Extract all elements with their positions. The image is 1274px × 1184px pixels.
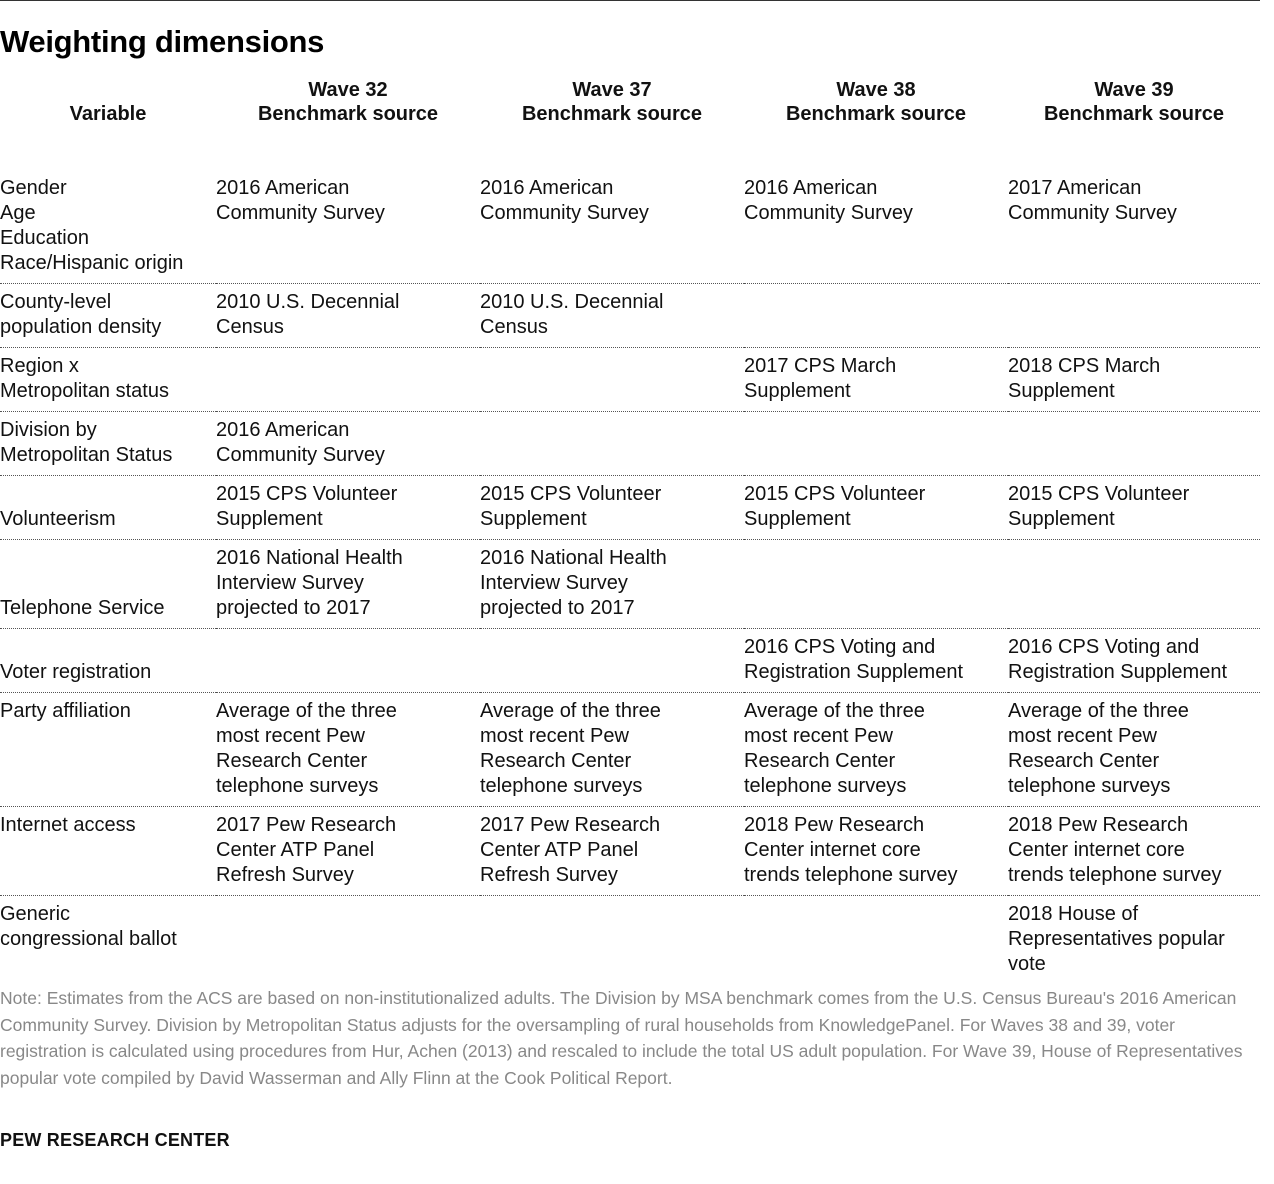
cell-wave37 xyxy=(480,629,744,693)
header-spacer xyxy=(0,126,1260,170)
cell-wave32: 2016 American Community Survey xyxy=(216,412,480,476)
cell-wave32: 2010 U.S. Decennial Census xyxy=(216,284,480,348)
cell-variable: Voter registration xyxy=(0,629,216,693)
cell-wave37: 2016 National Health Interview Survey projected to 2017 xyxy=(480,540,744,629)
cell-variable: Internet access xyxy=(0,807,216,896)
cell-variable: Region x Metropolitan status xyxy=(0,348,216,412)
cell-wave39 xyxy=(1008,412,1260,476)
cell-variable: Volunteerism xyxy=(0,476,216,540)
table-row xyxy=(0,476,1260,540)
cell-wave37 xyxy=(480,348,744,412)
cell-wave38 xyxy=(744,412,1008,476)
header-wave38: Wave 38 Benchmark source xyxy=(785,79,967,125)
cell-wave32 xyxy=(216,896,480,985)
table-row xyxy=(0,170,1260,284)
cell-wave32: 2015 CPS Volunteer Supplement xyxy=(216,476,480,540)
cell-wave32 xyxy=(216,629,480,693)
table-row xyxy=(0,540,1260,629)
cell-wave39: 2017 American Community Survey xyxy=(1008,170,1260,284)
cell-wave37 xyxy=(480,896,744,985)
cell-variable: Generic congressional ballot xyxy=(0,903,177,950)
cell-wave38: 2017 CPS March Supplement xyxy=(744,348,1008,412)
top-rule xyxy=(0,0,1260,1)
cell-wave39: 2018 House of Representatives popular vote xyxy=(1008,903,1225,975)
header-variable: Variable xyxy=(69,103,147,125)
source-credit: PEW RESEARCH CENTER xyxy=(0,1130,230,1150)
cell-wave39: Average of the three most recent Pew Research Center telephone surveys xyxy=(1008,693,1260,807)
cell-wave38: 2018 Pew Research Center internet core trends telephone survey xyxy=(744,807,1008,896)
cell-wave32: 2017 Pew Research Center ATP Panel Refresh Survey xyxy=(216,807,480,896)
cell-wave37: 2015 CPS Volunteer Supplement xyxy=(480,476,744,540)
cell-wave38 xyxy=(744,540,1008,629)
cell-wave38: 2015 CPS Volunteer Supplement xyxy=(744,476,1008,540)
cell-wave37 xyxy=(480,412,744,476)
cell-wave37: Average of the three most recent Pew Research Center telephone surveys xyxy=(480,693,744,807)
cell-variable: Division by Metropolitan Status xyxy=(0,412,216,476)
header-wave37: Wave 37 Benchmark source xyxy=(521,79,703,125)
cell-wave39 xyxy=(1008,540,1260,629)
cell-wave38: 2016 American Community Survey xyxy=(744,170,1008,284)
cell-wave32: 2016 American Community Survey xyxy=(216,170,480,284)
table-row xyxy=(0,896,1260,985)
cell-wave37: 2017 Pew Research Center ATP Panel Refresh Survey xyxy=(480,807,744,896)
cell-variable: County-level population density xyxy=(0,284,216,348)
footnote: Note: Estimates from the ACS are based on non-institutionalized adults. The Division by MSA benchmark comes from the U.S. Census Bureau's 2016 American Community Survey. Division by Metropolitan Status adjusts for the oversampling of rural households from KnowledgePanel. For Waves 38 and 39, voter registration is calculated using procedures from Hur, Achen (2013) and rescaled to include the total US adult population. For Wave 39, House of Representatives popular vote compiled by David Wasserman and Ally Flinn at the Cook Political Report. xyxy=(0,988,1243,1088)
cell-wave39: 2018 Pew Research Center internet core trends telephone survey xyxy=(1008,807,1260,896)
cell-wave37: 2010 U.S. Decennial Census xyxy=(480,284,744,348)
cell-wave39: 2018 CPS March Supplement xyxy=(1008,348,1260,412)
table-row xyxy=(0,629,1260,693)
cell-wave38: 2016 CPS Voting and Registration Supplement xyxy=(744,629,1008,693)
cell-wave32: Average of the three most recent Pew Research Center telephone surveys xyxy=(216,693,480,807)
table-row xyxy=(0,807,1260,896)
header-wave32: Wave 32 Benchmark source xyxy=(257,79,439,125)
cell-wave38 xyxy=(744,284,1008,348)
cell-wave39: 2016 CPS Voting and Registration Supplement xyxy=(1008,629,1260,693)
cell-wave32: 2016 National Health Interview Survey projected to 2017 xyxy=(216,540,480,629)
table-row xyxy=(0,284,1260,348)
header-wave39: Wave 39 Benchmark source xyxy=(1043,79,1225,125)
table-row xyxy=(0,348,1260,412)
cell-wave39 xyxy=(1008,284,1260,348)
cell-wave38 xyxy=(744,896,1008,985)
page-title: Weighting dimensions xyxy=(0,24,325,59)
cell-wave39: 2015 CPS Volunteer Supplement xyxy=(1008,476,1260,540)
table-row xyxy=(0,693,1260,807)
cell-wave32 xyxy=(216,348,480,412)
cell-variable: Party affiliation xyxy=(0,693,216,807)
weighting-table xyxy=(0,70,1260,984)
cell-variable: Telephone Service xyxy=(0,540,216,629)
cell-wave38: Average of the three most recent Pew Research Center telephone surveys xyxy=(744,693,1008,807)
table-row xyxy=(0,412,1260,476)
cell-variable: Gender Age Education Race/Hispanic origin xyxy=(0,170,216,284)
cell-wave37: 2016 American Community Survey xyxy=(480,170,744,284)
header-row xyxy=(0,70,1260,126)
